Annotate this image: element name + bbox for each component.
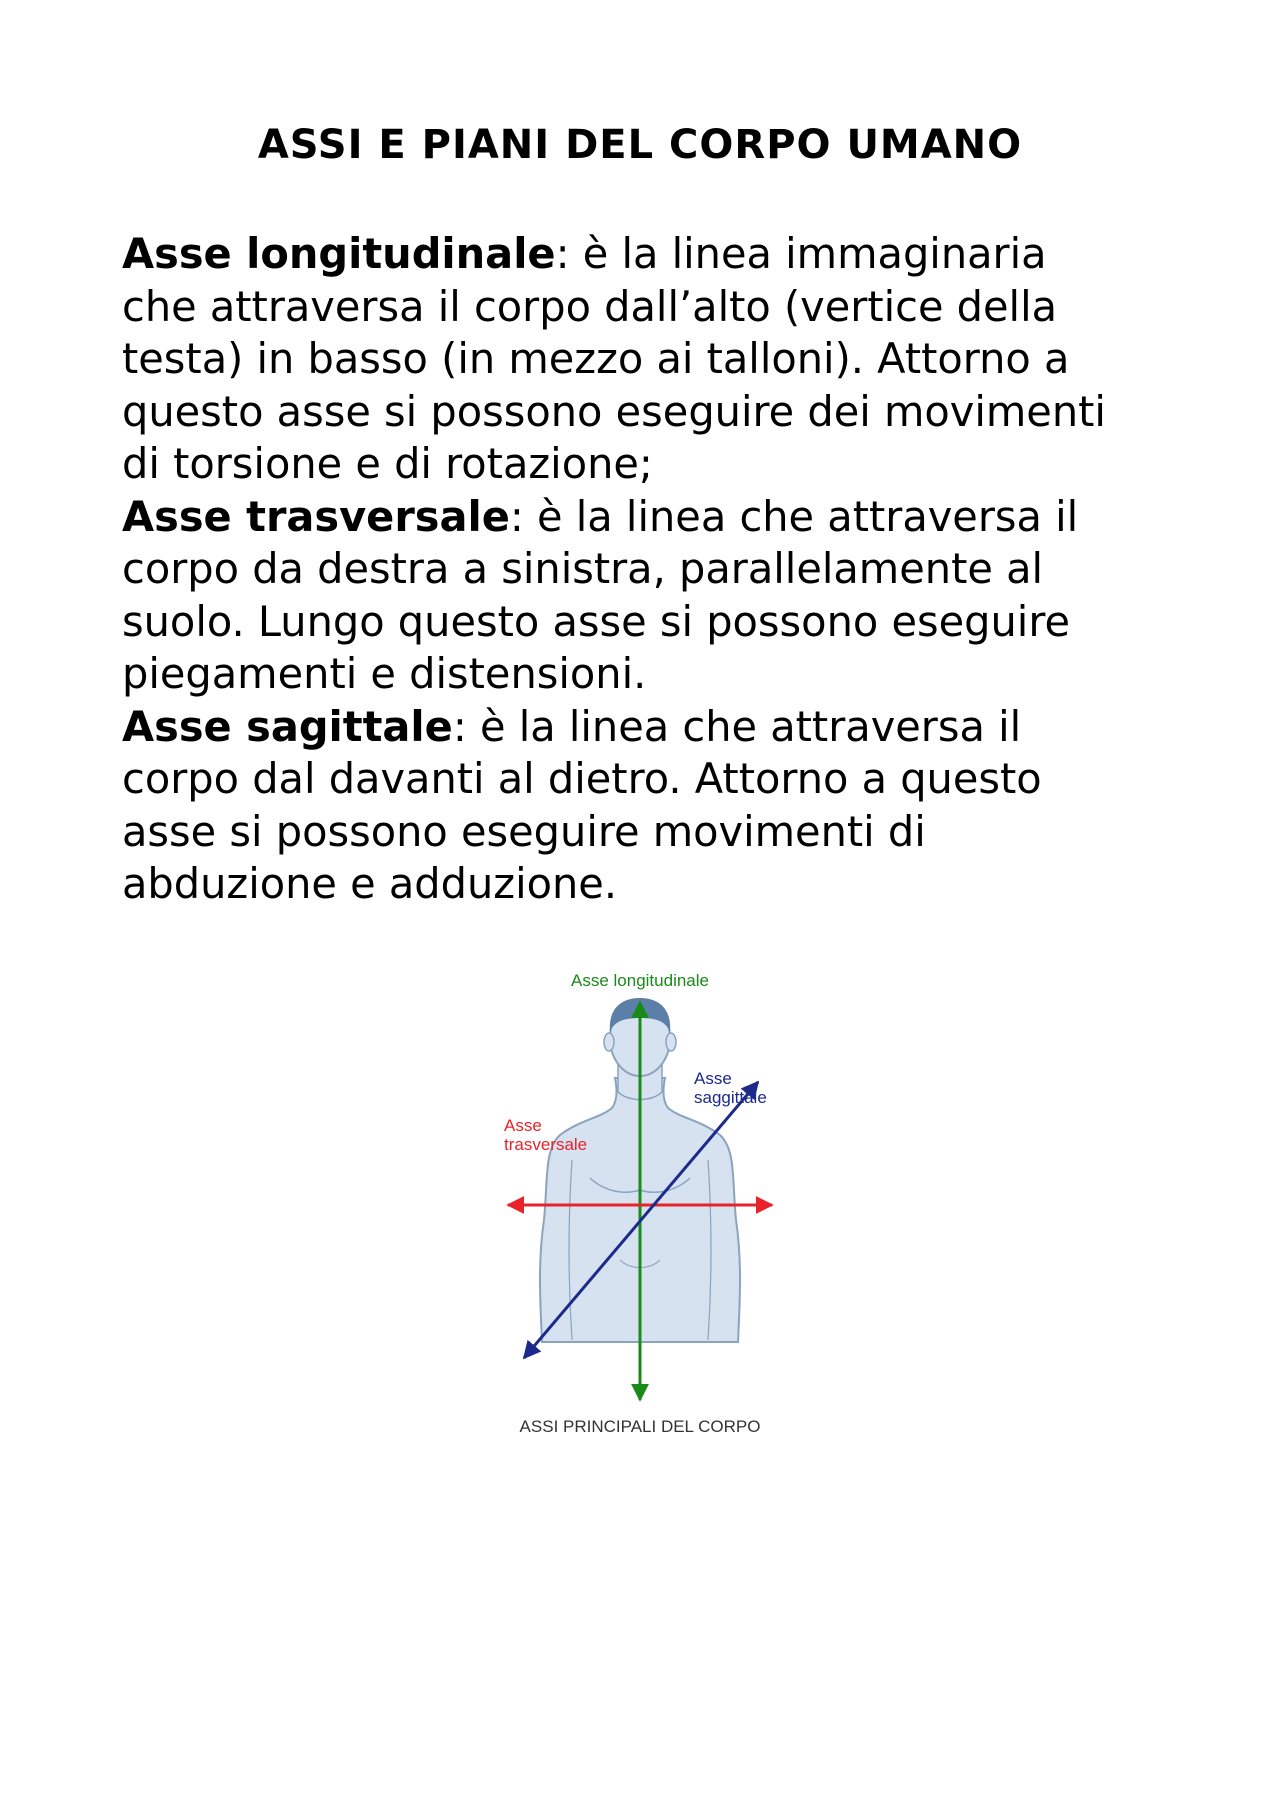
definition-sagittal: : è la linea che attraversa il corpo dal davanti al dietro. Attorno a questo asse si possono eseguire movimenti di abduzione e adduzione. <box>122 701 1042 908</box>
label-sagittal-line-1: Asse <box>694 1069 732 1088</box>
right-ear <box>666 1033 676 1051</box>
definition-longitudinal: : è la linea immaginaria che attraversa il corpo dall’alto (vertice della testa) in basso (in mezzo ai talloni). Attorno a questo asse si possono eseguire dei movimenti di torsione e di rotazione; <box>122 229 1106 488</box>
document-body <box>122 228 1122 911</box>
label-longitudinal: Asse longitudinale <box>571 971 709 990</box>
paragraph-longitudinal <box>122 228 1122 491</box>
figure-caption: ASSI PRINCIPALI DEL CORPO <box>519 1417 761 1436</box>
term-transversal: Asse trasversale <box>122 491 510 541</box>
label-transversal-line-2: trasversale <box>504 1135 588 1154</box>
left-ear <box>604 1033 614 1051</box>
definition-transversal: : è la linea che attraversa il corpo da destra a sinistra, parallelamente al suolo. Lungo questo asse si possono eseguire piegamenti e distensioni. <box>122 491 1079 698</box>
label-sagittal-line-2: saggittale <box>694 1088 767 1107</box>
body-axes-illustration <box>490 960 790 1440</box>
paragraph-sagittal <box>122 701 1122 911</box>
term-longitudinal: Asse longitudinale <box>122 229 556 278</box>
body-axes-figure <box>490 960 790 1440</box>
page-title: ASSI E PIANI DEL CORPO UMANO <box>257 122 1023 168</box>
label-transversal-line-1: Asse <box>504 1116 542 1135</box>
paragraph-transversal <box>122 491 1122 701</box>
term-sagittal: Asse sagittale <box>122 701 453 751</box>
